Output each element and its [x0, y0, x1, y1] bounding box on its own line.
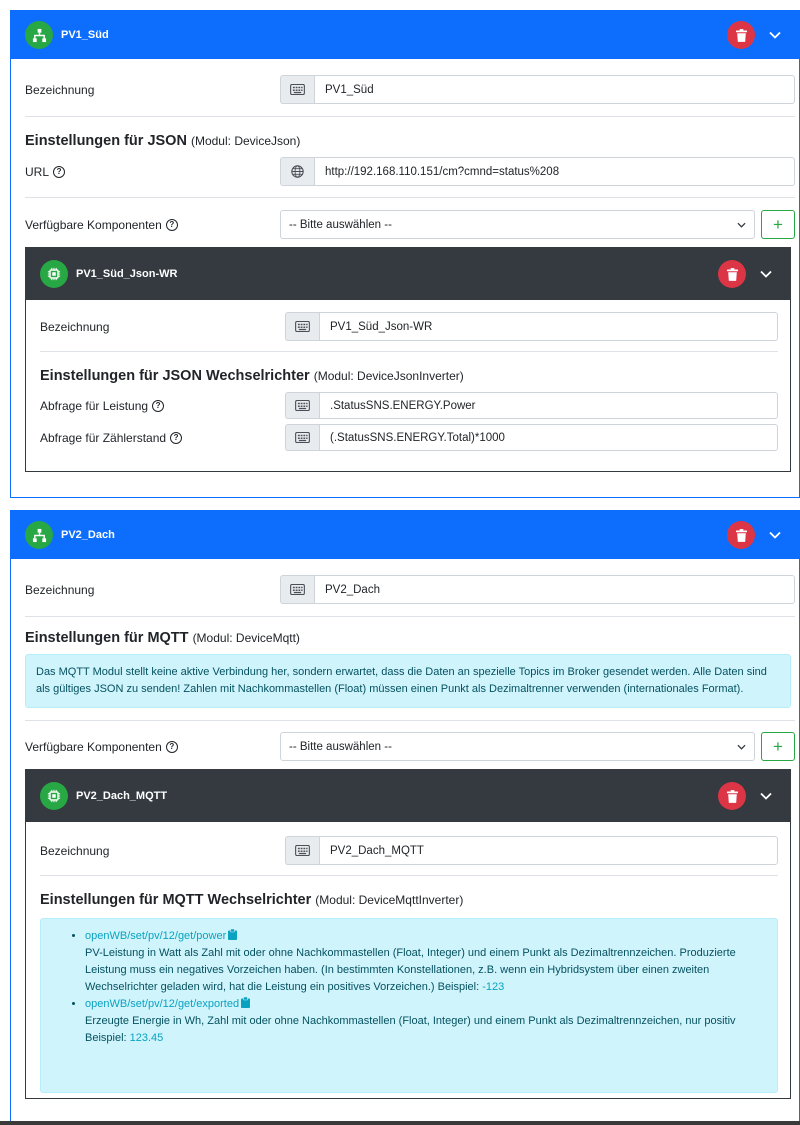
globe-icon	[280, 157, 314, 186]
add-component-button[interactable]	[761, 732, 795, 761]
delete-component-button[interactable]	[718, 260, 746, 288]
question-icon[interactable]: ?	[166, 219, 178, 231]
chevron-down-icon	[737, 744, 746, 750]
bezeichnung-label: Bezeichnung	[25, 582, 95, 597]
chevron-down-icon	[737, 222, 746, 228]
component-card-header[interactable]	[26, 248, 790, 300]
url-input[interactable]: http://192.168.110.151/cm?cmnd=status%208	[314, 157, 795, 186]
divider	[40, 875, 778, 876]
chevron-down-icon	[769, 31, 781, 39]
clipboard-icon[interactable]	[241, 997, 250, 1008]
topic-exported-example: 123.45	[129, 1032, 164, 1044]
list-item	[85, 928, 767, 996]
component-title: PV2_Dach_MQTT	[76, 790, 168, 802]
plus-icon: +	[773, 736, 783, 756]
components-select[interactable]: -- Bitte auswählen --	[280, 210, 755, 239]
components-select[interactable]: -- Bitte auswählen --	[280, 732, 755, 761]
collapse-toggle[interactable]	[769, 531, 781, 539]
collapse-toggle[interactable]	[769, 31, 781, 39]
component-card	[25, 769, 791, 1099]
chip-icon	[40, 782, 68, 810]
divider	[25, 616, 795, 617]
keyboard-icon	[285, 312, 319, 341]
device-card-header[interactable]	[11, 11, 799, 59]
trash-icon	[727, 268, 738, 281]
bezeichnung-label: Bezeichnung	[25, 82, 95, 97]
components-label: Verfügbare Komponenten ?	[25, 218, 280, 232]
device-card-header[interactable]	[11, 511, 799, 559]
delete-device-button[interactable]	[727, 521, 755, 549]
keyboard-icon	[285, 392, 319, 419]
trash-icon	[736, 29, 747, 42]
network-icon	[25, 521, 53, 549]
question-icon[interactable]: ?	[152, 400, 164, 412]
chevron-down-icon	[769, 531, 781, 539]
counter-query-input[interactable]: (.StatusSNS.ENERGY.Total)*1000	[319, 424, 778, 451]
list-item	[85, 996, 767, 1047]
keyboard-icon	[280, 575, 314, 604]
collapse-toggle[interactable]	[760, 792, 772, 800]
trash-icon	[736, 529, 747, 542]
divider	[25, 116, 795, 117]
delete-component-button[interactable]	[718, 782, 746, 810]
keyboard-icon	[285, 836, 319, 865]
topic-exported-link[interactable]: openWB/set/pv/12/get/exported	[85, 998, 240, 1010]
topic-power-link[interactable]: openWB/set/pv/12/get/power	[85, 930, 227, 942]
example-label: Beispiel:	[85, 1032, 127, 1044]
divider	[40, 351, 778, 352]
section-title: Einstellungen für MQTT Wechselrichter (Modul: DeviceMqttInverter)	[40, 892, 464, 908]
topic-power-description: PV-Leistung in Watt als Zahl mit oder ohne Nachkommastellen (Float, Integer) und einem Punkt als Dezimaltrennzeichen. Produzierte Leistung muss ein negatives Vorzeichen haben. (In bestimmten Konstellationen, z.B. wenn ein Hybridsystem über einen zweiten Wechselrichter geladen wird, hat die Leistung ein positives Vorzeichen.) Beispiel:	[85, 947, 736, 993]
component-title: PV1_Süd_Json-WR	[76, 268, 178, 280]
bezeichnung-input[interactable]: PV1_Süd	[314, 75, 795, 104]
counter-label: Abfrage für Zählerstand ?	[40, 431, 285, 445]
device-card-pv2	[10, 510, 800, 1125]
divider	[25, 720, 795, 721]
chevron-down-icon	[760, 792, 772, 800]
question-icon[interactable]: ?	[53, 166, 65, 178]
keyboard-icon	[280, 75, 314, 104]
component-card	[25, 247, 791, 472]
bezeichnung-label: Bezeichnung	[40, 319, 110, 334]
section-title: Einstellungen für JSON Wechselrichter (Modul: DeviceJsonInverter)	[40, 368, 464, 384]
question-icon[interactable]: ?	[170, 432, 182, 444]
component-bezeichnung-input[interactable]: PV1_Süd_Json-WR	[319, 312, 778, 341]
section-title: Einstellungen für MQTT (Modul: DeviceMqtt)	[25, 630, 300, 646]
mqtt-topics-alert	[40, 918, 778, 1093]
window-bottom-edge	[0, 1121, 800, 1125]
components-label: Verfügbare Komponenten ?	[25, 740, 280, 754]
keyboard-icon	[285, 424, 319, 451]
bezeichnung-label: Bezeichnung	[40, 843, 110, 858]
device-title: PV2_Dach	[61, 529, 115, 541]
plus-icon: +	[773, 214, 783, 234]
divider	[25, 197, 795, 198]
mqtt-info-alert: Das MQTT Modul stellt keine aktive Verbindung her, sondern erwartet, dass die Daten an spezielle Topics im Broker gesendet werden. Alle Daten sind als gültiges JSON zu senden! Zahlen mit Nachkommastellen (Float) müssen einen Punkt als Dezimaltrenner verwenden (internationales Format).	[25, 654, 791, 708]
add-component-button[interactable]	[761, 210, 795, 239]
question-icon[interactable]: ?	[166, 741, 178, 753]
power-query-input[interactable]: .StatusSNS.ENERGY.Power	[319, 392, 778, 419]
device-title: PV1_Süd	[61, 29, 109, 41]
component-bezeichnung-input[interactable]: PV2_Dach_MQTT	[319, 836, 778, 865]
chip-icon	[40, 260, 68, 288]
delete-device-button[interactable]	[727, 21, 755, 49]
trash-icon	[727, 790, 738, 803]
bezeichnung-input[interactable]: PV2_Dach	[314, 575, 795, 604]
device-card-pv1	[10, 10, 800, 498]
network-icon	[25, 21, 53, 49]
section-title: Einstellungen für JSON (Modul: DeviceJson)	[25, 133, 301, 149]
component-card-header[interactable]	[26, 770, 790, 822]
clipboard-icon[interactable]	[228, 929, 237, 940]
power-label: Abfrage für Leistung ?	[40, 399, 285, 413]
chevron-down-icon	[760, 270, 772, 278]
topic-power-example: -123	[482, 981, 505, 993]
topic-exported-description: Erzeugte Energie in Wh, Zahl mit oder ohne Nachkommastellen (Float, Integer) und einem Punkt als Dezimaltrennzeichen, nur positiv	[85, 1015, 736, 1027]
collapse-toggle[interactable]	[760, 270, 772, 278]
url-label: URL ?	[25, 165, 280, 179]
